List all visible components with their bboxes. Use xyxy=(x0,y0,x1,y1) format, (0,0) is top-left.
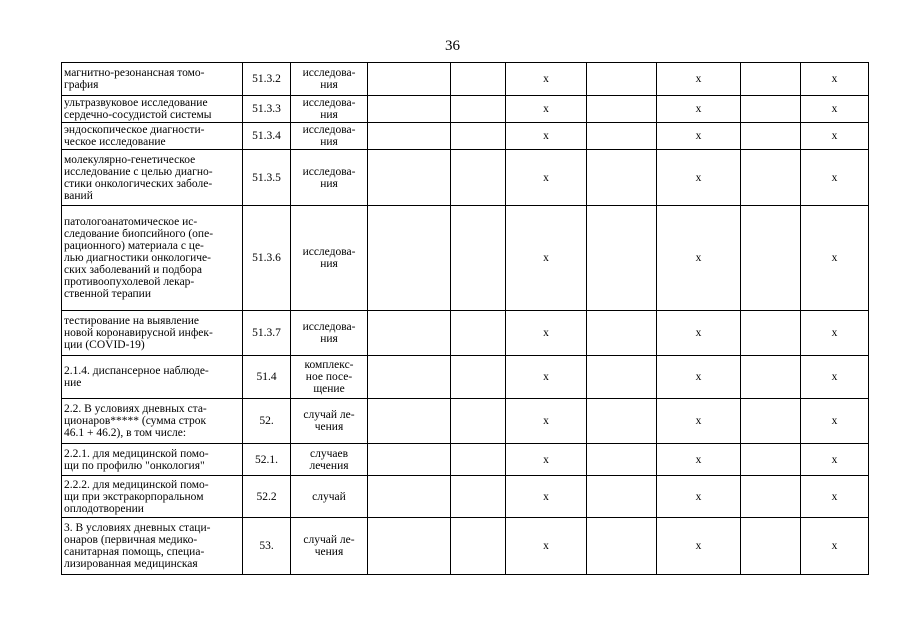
row-name-cell: молекулярно-генетическое исследование с целью диагно- стики онкологических заболе- ваний xyxy=(62,150,243,206)
row-name-cell: магнитно-резонансная томо- графия xyxy=(62,63,243,96)
row-name-cell: эндоскопическое диагности- ческое исследование xyxy=(62,123,243,150)
row-code-cell: 52.1. xyxy=(243,444,291,476)
empty-cell xyxy=(587,444,657,476)
table-row xyxy=(62,518,869,575)
row-code-cell: 51.4 xyxy=(243,356,291,399)
row-value-cell: x xyxy=(657,518,741,575)
row-code-cell: 51.3.4 xyxy=(243,123,291,150)
row-unit-cell: случаев лечения xyxy=(291,444,368,476)
row-code-cell: 51.3.5 xyxy=(243,150,291,206)
empty-cell xyxy=(368,150,451,206)
empty-cell xyxy=(368,206,451,311)
row-value-cell: x xyxy=(801,476,869,518)
empty-cell xyxy=(451,123,506,150)
row-value-cell: x xyxy=(801,150,869,206)
row-code-cell: 51.3.2 xyxy=(243,63,291,96)
empty-cell xyxy=(741,206,801,311)
table-row xyxy=(62,63,869,96)
empty-cell xyxy=(587,476,657,518)
row-value-cell: x xyxy=(801,311,869,356)
empty-cell xyxy=(368,476,451,518)
row-value-cell: x xyxy=(801,356,869,399)
row-name-cell: 2.1.4. диспансерное наблюде- ние xyxy=(62,356,243,399)
empty-cell xyxy=(587,63,657,96)
row-value-cell: x xyxy=(801,206,869,311)
empty-cell xyxy=(368,311,451,356)
row-value-cell: x xyxy=(657,150,741,206)
empty-cell xyxy=(451,63,506,96)
page-number: 36 xyxy=(445,38,460,54)
table-row xyxy=(62,96,869,123)
row-value-cell: x xyxy=(506,206,587,311)
empty-cell xyxy=(741,96,801,123)
table-row xyxy=(62,476,869,518)
row-value-cell: x xyxy=(657,399,741,444)
empty-cell xyxy=(587,518,657,575)
row-value-cell: x xyxy=(506,356,587,399)
empty-cell xyxy=(368,518,451,575)
empty-cell xyxy=(741,311,801,356)
row-value-cell: x xyxy=(801,63,869,96)
row-value-cell: x xyxy=(801,123,869,150)
empty-cell xyxy=(741,399,801,444)
row-value-cell: x xyxy=(506,311,587,356)
row-value-cell: x xyxy=(657,206,741,311)
row-value-cell: x xyxy=(657,444,741,476)
row-name-cell: патологоанатомическое ис- следование биопсийного (опе- рационного) материала с це- лью диагностики онкологиче- ских заболеваний и подбора противоопухолевой лекар- ственной терапии xyxy=(62,206,243,311)
empty-cell xyxy=(587,96,657,123)
empty-cell xyxy=(368,96,451,123)
row-code-cell: 52. xyxy=(243,399,291,444)
row-value-cell: x xyxy=(657,356,741,399)
row-code-cell: 52.2 xyxy=(243,476,291,518)
empty-cell xyxy=(587,123,657,150)
row-code-cell: 51.3.6 xyxy=(243,206,291,311)
empty-cell xyxy=(587,311,657,356)
empty-cell xyxy=(587,150,657,206)
empty-cell xyxy=(368,356,451,399)
row-value-cell: x xyxy=(657,123,741,150)
table-row xyxy=(62,399,869,444)
row-unit-cell: исследова- ния xyxy=(291,150,368,206)
row-code-cell: 51.3.3 xyxy=(243,96,291,123)
empty-cell xyxy=(451,206,506,311)
row-unit-cell: комплекс- ное посе- щение xyxy=(291,356,368,399)
empty-cell xyxy=(451,150,506,206)
empty-cell xyxy=(741,63,801,96)
row-value-cell: x xyxy=(506,63,587,96)
row-name-cell: ультразвуковое исследование сердечно-сосудистой системы xyxy=(62,96,243,123)
empty-cell xyxy=(451,356,506,399)
table-row xyxy=(62,356,869,399)
empty-cell xyxy=(451,399,506,444)
empty-cell xyxy=(741,123,801,150)
empty-cell xyxy=(451,96,506,123)
row-value-cell: x xyxy=(506,96,587,123)
row-unit-cell: исследова- ния xyxy=(291,123,368,150)
row-value-cell: x xyxy=(506,150,587,206)
table-row xyxy=(62,123,869,150)
row-unit-cell: исследова- ния xyxy=(291,96,368,123)
empty-cell xyxy=(587,356,657,399)
empty-cell xyxy=(368,123,451,150)
row-name-cell: тестирование на выявление новой коронавирусной инфек- ции (COVID-19) xyxy=(62,311,243,356)
empty-cell xyxy=(368,444,451,476)
empty-cell xyxy=(368,63,451,96)
empty-cell xyxy=(741,150,801,206)
row-value-cell: x xyxy=(657,63,741,96)
row-value-cell: x xyxy=(506,518,587,575)
row-value-cell: x xyxy=(657,96,741,123)
table-row xyxy=(62,311,869,356)
row-unit-cell: исследова- ния xyxy=(291,311,368,356)
row-name-cell: 2.2.1. для медицинской помо- щи по профилю "онкология" xyxy=(62,444,243,476)
row-value-cell: x xyxy=(801,518,869,575)
row-unit-cell: случай ле- чения xyxy=(291,399,368,444)
row-name-cell: 2.2.2. для медицинской помо- щи при экстракорпоральном оплодотворении xyxy=(62,476,243,518)
empty-cell xyxy=(368,399,451,444)
table-row xyxy=(62,444,869,476)
empty-cell xyxy=(741,356,801,399)
row-value-cell: x xyxy=(506,399,587,444)
empty-cell xyxy=(451,476,506,518)
empty-cell xyxy=(451,518,506,575)
row-value-cell: x xyxy=(801,96,869,123)
indicators-table xyxy=(61,62,869,575)
row-value-cell: x xyxy=(506,444,587,476)
row-value-cell: x xyxy=(506,476,587,518)
row-name-cell: 3. В условиях дневных стаци- онаров (первичная медико- санитарная помощь, специа- лизированная медицинская xyxy=(62,518,243,575)
row-unit-cell: случай ле- чения xyxy=(291,518,368,575)
table-row xyxy=(62,150,869,206)
empty-cell xyxy=(587,206,657,311)
row-value-cell: x xyxy=(657,311,741,356)
row-name-cell: 2.2. В условиях дневных ста- ционаров***** (сумма строк 46.1 + 46.2), в том числе: xyxy=(62,399,243,444)
row-unit-cell: исследова- ния xyxy=(291,63,368,96)
empty-cell xyxy=(587,399,657,444)
table-row xyxy=(62,206,869,311)
row-value-cell: x xyxy=(506,123,587,150)
empty-cell xyxy=(741,518,801,575)
row-unit-cell: случай xyxy=(291,476,368,518)
row-value-cell: x xyxy=(801,399,869,444)
empty-cell xyxy=(741,476,801,518)
row-value-cell: x xyxy=(801,444,869,476)
table-body xyxy=(62,63,869,575)
empty-cell xyxy=(741,444,801,476)
row-unit-cell: исследова- ния xyxy=(291,206,368,311)
row-value-cell: x xyxy=(657,476,741,518)
empty-cell xyxy=(451,444,506,476)
row-code-cell: 51.3.7 xyxy=(243,311,291,356)
row-code-cell: 53. xyxy=(243,518,291,575)
empty-cell xyxy=(451,311,506,356)
